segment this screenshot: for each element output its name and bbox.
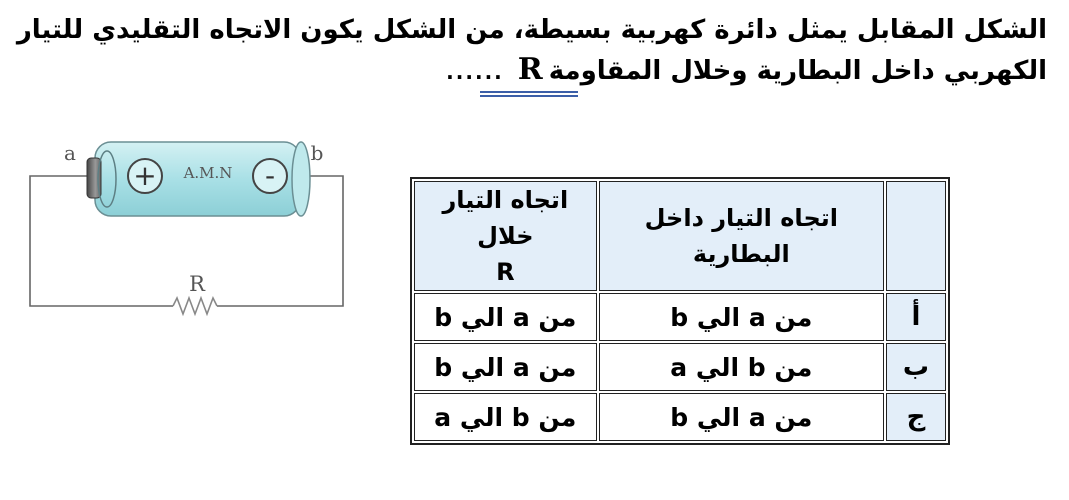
question-line-2-text: الكهربي داخل البطارية وخلال المقاومة [548,56,1047,86]
header-through-r-text: اتجاه التيار خلال [442,186,569,250]
word-to: الي [695,352,740,382]
answer-blank [446,50,543,92]
point-from: a [512,302,530,332]
point-from: b [511,402,530,432]
option-letter[interactable]: ب [886,343,946,391]
resistor-label: R [189,272,205,296]
word-from: من [774,302,813,332]
blank-underline-bottom [480,95,578,97]
question-text [16,10,1047,92]
point-from: a [748,302,766,332]
option-inside-battery [599,393,884,441]
word-from: من [774,402,813,432]
option-inside-battery [599,343,884,391]
minus-sign: - [264,159,276,192]
point-from: a [512,352,530,382]
table-row[interactable] [414,343,946,391]
header-through-r-letter: R [496,258,515,286]
option-through-r [414,343,597,391]
table-row[interactable] [414,393,946,441]
answer-table [410,177,950,445]
header-empty-cell [886,181,946,291]
point-to: b [670,402,689,432]
battery-label: A.M.N [183,164,233,182]
option-letter[interactable]: ج [886,393,946,441]
header-through-r [414,181,597,291]
circuit-diagram [25,128,355,318]
word-to: الي [459,402,504,432]
point-from: a [748,402,766,432]
resistor-symbol [173,298,217,314]
option-letter[interactable]: أ [886,293,946,341]
point-to: a [434,402,452,432]
word-to: الي [460,352,505,382]
table-row[interactable] [414,293,946,341]
point-to: b [434,352,453,382]
word-from: من [538,302,577,332]
word-from: من [774,352,813,382]
word-from: من [538,352,577,382]
question-line-2 [27,50,1047,92]
question-line-1: الشكل المقابل يمثل دائرة كهربية بسيطة، من الشكل يكون الاتجاه التقليدي للتيار [16,15,1047,45]
point-to: b [670,302,689,332]
option-inside-battery [599,293,884,341]
word-to: الي [696,302,741,332]
option-through-r [414,293,597,341]
word-to: الي [696,402,741,432]
point-from: b [747,352,766,382]
terminal-a-label: a [64,141,76,165]
point-to: a [670,352,688,382]
word-from: من [538,402,577,432]
point-to: b [434,302,453,332]
battery-end-cap [292,142,310,216]
plus-sign: + [133,159,157,192]
header-inside-battery: اتجاه التيار داخل البطارية [599,181,884,291]
blank-dots: ...... [446,60,504,84]
table-header-row [414,181,946,291]
blank-resistor-letter: R [517,52,543,87]
word-to: الي [460,302,505,332]
option-through-r [414,393,597,441]
blank-underline-top [480,91,578,93]
terminal-b-label: b [310,141,324,165]
